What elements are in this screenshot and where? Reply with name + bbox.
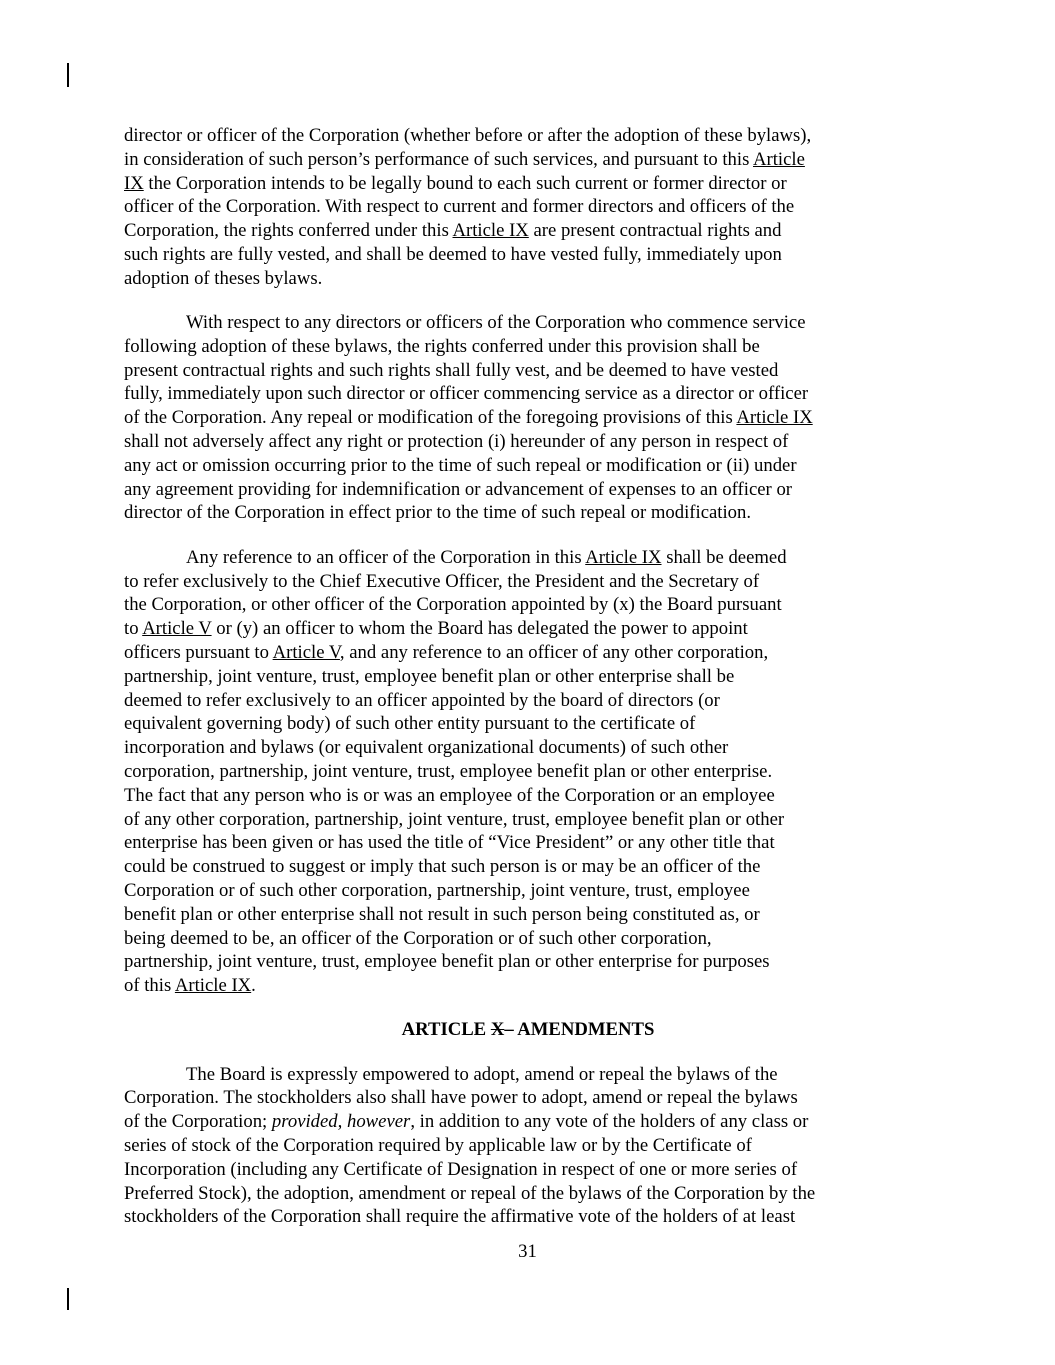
paragraph-3	[124, 546, 932, 998]
deleted-text: X	[490, 1019, 505, 1041]
p1-line-7: adoption of theses bylaws.	[124, 267, 323, 289]
p3-line-2: to refer exclusively to the Chief Executive Officer, the President and the Secretary of	[124, 570, 760, 592]
document-body	[124, 124, 932, 1250]
p4-line-5: Incorporation (including any Certificate of Designation in respect of one or more series of	[124, 1158, 798, 1180]
article-ix-reference: Article IX	[736, 407, 813, 429]
p1-line-4: officer of the Corporation. With respect to current and former directors and officers of the	[124, 196, 795, 218]
p3-line-5: officers pursuant to Article V, and any reference to an officer of any other corporation,	[124, 641, 769, 663]
p4-line-1: The Board is expressly empowered to adopt, amend or repeal the bylaws of the	[186, 1063, 778, 1085]
article-heading: ARTICLE X– AMENDMENTS	[401, 1019, 655, 1041]
p3-line-16: benefit plan or other enterprise shall not result in such person being constituted as, or	[124, 903, 760, 925]
p2-line-7: any act or omission occurring prior to the time of such repeal or modification or (ii) under	[124, 454, 797, 476]
p1-line-3: IX the Corporation intends to be legally bound to each such current or former director or	[124, 172, 787, 194]
p3-line-7: deemed to refer exclusively to an officer appointed by the board of directors (or	[124, 689, 720, 711]
italic-text: provided, however	[271, 1111, 411, 1133]
page-number: 31	[518, 1241, 537, 1262]
p3-line-4: to Article V or (y) an officer to whom the Board has delegated the power to appoint	[124, 618, 748, 640]
revision-bar-top	[67, 63, 69, 87]
p2-line-8: any agreement providing for indemnification or advancement of expenses to an officer or	[124, 478, 793, 500]
p4-line-7: stockholders of the Corporation shall require the affirmative vote of the holders of at least	[124, 1206, 796, 1228]
p3-line-1: Any reference to an officer of the Corporation in this Article IX shall be deemed	[186, 546, 787, 568]
p2-line-5: of the Corporation. Any repeal or modification of the foregoing provisions of this Article IX	[124, 407, 813, 429]
article-v-reference: Article V	[142, 618, 212, 640]
p4-line-4: series of stock of the Corporation required by applicable law or by the Certificate of	[124, 1135, 752, 1157]
paragraph-2	[124, 311, 932, 525]
p1-line-1: director or officer of the Corporation (whether before or after the adoption of these bylaws),	[124, 125, 812, 146]
revision-bar-bottom	[67, 1288, 69, 1310]
p3-line-3: the Corporation, or other officer of the Corporation appointed by (x) the Board pursuant	[124, 594, 782, 616]
p1-line-6: such rights are fully vested, and shall be deemed to have vested fully, immediately upon	[124, 243, 782, 265]
p2-line-6: shall not adversely affect any right or protection (i) hereunder of any person in respect of	[124, 431, 789, 453]
article-ix-reference: Article IX	[452, 220, 529, 242]
p3-line-6: partnership, joint venture, trust, employee benefit plan or other enterprise shall be	[124, 665, 735, 687]
p2-line-4: fully, immediately upon such director or officer commencing service as a director or officer	[124, 383, 809, 405]
p4-line-2: Corporation. The stockholders also shall have power to adopt, amend or repeal the bylaws	[124, 1087, 798, 1109]
p3-line-17: being deemed to be, an officer of the Corporation or of such other corporation,	[124, 927, 712, 949]
p3-line-14: could be construed to suggest or imply that such person is or may be an officer of the	[124, 856, 761, 878]
p3-line-19: of this Article IX.	[124, 975, 256, 997]
article-ix-reference: IX	[124, 172, 144, 194]
p2-line-3: present contractual rights and such rights shall fully vest, and be deemed to have vested	[124, 359, 779, 381]
paragraph-4	[124, 1063, 932, 1230]
article-ix-reference: Article	[753, 148, 805, 170]
article-v-reference: Article V	[272, 641, 340, 663]
p4-line-3: of the Corporation; provided, however, in addition to any vote of the holders of any class or	[124, 1111, 809, 1133]
p3-line-10: corporation, partnership, joint venture, trust, employee benefit plan or other enterprise.	[124, 760, 773, 782]
p3-line-8: equivalent governing body) of such other entity pursuant to the certificate of	[124, 713, 696, 735]
p2-line-9: director of the Corporation in effect prior to the time of such repeal or modification.	[124, 502, 752, 524]
p3-line-9: incorporation and bylaws (or equivalent organizational documents) of such other	[124, 737, 729, 759]
p2-line-2: following adoption of these bylaws, the rights conferred under this provision shall be	[124, 335, 760, 357]
p1-line-2: in consideration of such person’s performance of such services, and pursuant to this Article	[124, 148, 805, 170]
p2-line-1: With respect to any directors or officers of the Corporation who commence service	[186, 312, 806, 334]
p3-line-11: The fact that any person who is or was an employee of the Corporation or an employee	[124, 784, 775, 806]
article-ix-reference: Article IX	[585, 546, 662, 568]
p3-line-18: partnership, joint venture, trust, employee benefit plan or other enterprise for purposes	[124, 951, 770, 973]
p4-line-6: Preferred Stock), the adoption, amendment or repeal of the bylaws of the Corporation by the	[124, 1182, 816, 1204]
article-ix-reference: Article IX	[174, 975, 252, 997]
p3-line-12: of any other corporation, partnership, joint venture, trust, employee benefit plan or other	[124, 808, 785, 830]
p3-line-13: enterprise has been given or has used the title of “Vice President” or any other title that	[124, 832, 775, 854]
paragraph-1	[124, 124, 932, 291]
p3-line-15: Corporation or of such other corporation, partnership, joint venture, trust, employee	[124, 879, 750, 901]
p1-line-5: Corporation, the rights conferred under this Article IX are present contractual rights and	[124, 220, 782, 242]
